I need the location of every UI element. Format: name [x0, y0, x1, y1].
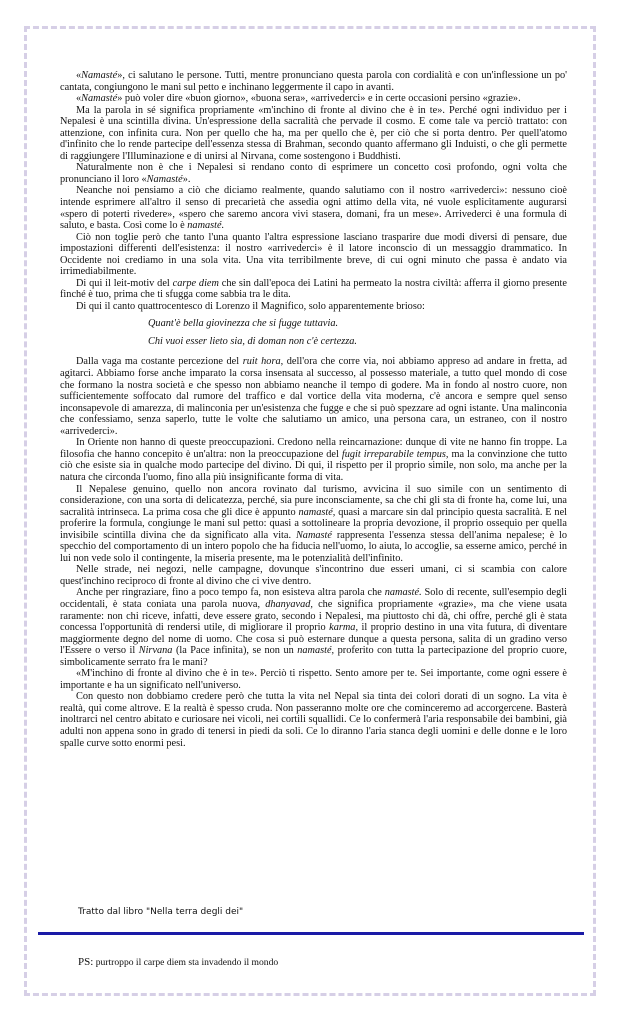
paragraph	[60, 232, 567, 278]
italic-term: Namasté	[146, 173, 183, 185]
text-run: Di qui il canto quattrocentesco di Lorenzo il Magnifico, solo apparentemente brioso:	[76, 300, 425, 312]
text-run: Il Nepalese genuino, quello non ancora rovinato dal turismo, avvicina il suo simile con un sentimento di considerazione, con una sorta di delicatezza, perché, sia pure inconsciamente, sa che chi gli sta di fronte ha, come lui, una sacralità intrinseca. La prima cosa che gli dice è appunto	[60, 483, 567, 518]
paragraph	[60, 70, 567, 93]
text-run: Anche per ringraziare, fino a poco tempo fa, non esisteva altra parola che	[76, 587, 385, 599]
italic-term: Namasté	[295, 529, 332, 541]
text-run: Dalla vaga ma costante percezione del	[76, 356, 243, 368]
text-run: che significa propriamente «grazie», ma che viene usata raramente: non chi riceve, infatti, deve essere grato, secondo i Nepalesi, ma piuttosto chi dà, chi offre, perché gli è stata concessa l'opportunità di rendersi utile, di migliorare il proprio	[60, 598, 568, 634]
quote-line: Chi vuoi esser lieto sia, di doman non c'è certezza.	[148, 336, 357, 348]
text-run: «	[76, 70, 82, 81]
text-run: » può voler dire «buon giorno», «buona sera», «arrivederci» e in certe occasioni persino «grazie».	[117, 93, 521, 105]
text-run: Nelle strade, nei negozi, nelle campagne, dovunque s'incontrino due esseri umani, ci si scambia con calore quest'inchino reciproco di fronte al divino che ci vive dentro.	[60, 564, 567, 587]
italic-term: dhanyavad,	[265, 598, 313, 610]
text-run: Ciò non toglie però che tanto l'una quanto l'altra espressione lasciano trasparire due modi diversi di pensare, due impostazioni differenti dell'esistenza: il nostro «arrivederci» è il latore inconscio di un messaggio drammatico. In Occidente noi crediamo in una sola vita. Una vita terribilmente breve, di cui ogni minuto che passa è andato via irrimediabilmente.	[60, 231, 567, 278]
quote-line: Quant'è bella giovinezza che si fugge tuttavia.	[148, 318, 339, 330]
paragraph	[60, 301, 567, 313]
paragraph	[60, 185, 567, 231]
text-run: «	[76, 93, 82, 105]
italic-term: karma,	[329, 622, 359, 634]
paragraph	[60, 587, 567, 668]
paragraph	[60, 484, 567, 565]
text-run: Naturalmente non è che i Nepalesi si rendano conto di esprimere un concetto così profondo, ogni volta che pronunciano il loro «	[60, 162, 567, 185]
text-run: proferito con tutta la partecipazione del proprio cuore, simbolicamente serrato fra le mani?	[60, 645, 567, 668]
divider-rule	[38, 932, 584, 935]
text-run: «M'inchino di fronte al divino che è in te». Perciò ti rispetto. Sento amore per te. Sei importante, come ogni essere è importante e ha un significato nell'universo.	[60, 668, 567, 691]
paragraph	[60, 278, 567, 301]
poem-quote	[60, 315, 567, 351]
paragraph	[60, 437, 567, 483]
paragraphs-after-quote	[60, 356, 567, 749]
paragraph	[60, 668, 567, 691]
paragraph	[60, 564, 567, 587]
italic-term: Namasté	[81, 93, 118, 105]
text-run: il proprio destino in una vita futura, di diventare maggiormente degno del nome di uomo. Che cosa si può esternare dunque a questa persona, salita di un gradino verso l'Essere o verso il	[60, 622, 567, 657]
text-run: In Oriente non hanno di queste preoccupazioni. Credono nella reincarnazione: dunque di vite ne hanno fin troppe. La filosofia che hanno concepito è un'altra: non la preoccupazione del	[60, 437, 567, 460]
italic-term: namasté.	[187, 220, 225, 232]
text-run: che sin dall'epoca dei Latini ha permeato la nostra civiltà: afferra il giorno presente finché è tuo, prima che ti sfugga come sabbia tra le dita.	[60, 277, 567, 301]
ps-text: purtroppo il carpe diem sta invadendo il mondo	[93, 957, 279, 968]
italic-term: fugit irreparabile tempus,	[341, 448, 449, 460]
text-run: ma la convinzione che tutto ciò che esiste sia in qualche modo partecipe del divino. Di qui, il rispetto per il proprio simile, non solo, ma anche per la natura che circonda l'uomo, fino alla più insignificante forma di vita.	[60, 448, 568, 483]
ps-label: PS:	[78, 956, 94, 968]
italic-term: namasté.	[384, 587, 422, 599]
book-source: Tratto dal libro "Nella terra degli dei"	[78, 907, 244, 917]
text-run: », ci salutano le persone. Tutti, mentre pronunciano questa parola con cordialità e con un'inflessione un po' cantata, congiungono le mani sul petto e inchinano leggermente il capo in avanti.	[60, 70, 567, 93]
paragraph	[60, 105, 567, 163]
paragraph	[60, 356, 567, 437]
text-run: Con questo non dobbiamo credere però che tutta la vita nel Nepal sia tinta dei colori dorati di un sogno. La vita è realtà, qui come altrove. E la realtà è spesso cruda. Non passeranno molte ore che cominceremo ad accorgercene. Basterà inoltrarci nel centro abitato e curiosare nei vicoli, nei cortili squallidi. Ce lo confermerà l'aria responsabile dei bambini, già adulti non appena sono in grado di tenersi in piedi da soli. Ce lo diranno l'aria stanca degli uomini e delle donne e le loro spalle curve sotto enormi pesi.	[60, 691, 567, 749]
text-run: ».	[182, 173, 191, 185]
italic-term: ruit hora,	[242, 356, 284, 368]
paragraph	[60, 93, 567, 105]
text-run: quasi a marcare sin dal principio questa sacralità. E nel proferire la formula, congiunge le mani sul petto: quasi a sottolineare la propria devozione, il proprio ossequio per quella invisibile scintilla divina che da significato alla vita.	[60, 506, 568, 541]
postscript	[78, 956, 278, 968]
italic-term: namasté,	[297, 645, 335, 657]
italic-term: namasté,	[298, 506, 336, 518]
paragraph	[60, 691, 567, 749]
text-run: (la Pace infinita), se non un	[172, 645, 298, 657]
paragraph	[60, 162, 567, 185]
article-body	[60, 70, 567, 749]
text-run: Di qui il leit-motiv del	[76, 277, 173, 289]
text-run: Neanche noi pensiamo a ciò che diciamo realmente, quando salutiamo con il nostro «arrivederci»: nessuno cioè intende esprimere all'altro il senso di precarietà che assedia ogni attimo della vita, né vuole esplicitamente augurarsi «spero di poterti rivedere», «spero che saremo ancora vivi stasera, domani, fra un mese». Arrivederci è una formula di saluto, e basta. Così come lo è	[60, 185, 567, 232]
text-run: Solo di recente, sull'esempio degli occidentali, è stata coniata una parola nuova,	[60, 587, 567, 610]
italic-term: carpe diem	[172, 277, 219, 289]
paragraphs-before-quote	[60, 70, 567, 312]
text-run: dell'ora che corre via, noi abbiamo appreso ad andare in fretta, ad agitarci. Abbiamo forse anche imparato la corsa insensata al successo, al possesso materiale, a tutto quel mondo di cose che formano la nostra società e che spesso non abbiamo neanche il tempo di godere. Ma in fondo al nostro cuore, non sufficientemente soffocato dal rumore del traffico e dal vortice della vita moderna, c'è ancora e sempre quel senso inconsapevole di amarezza, di malinconia per un'esistenza che fugge e che si può spezzare ad ogni istante. Una malinconia che confessiamo, senza saperlo, tutte le volte che salutiamo un amico, una persona cara, un estraneo, con il nostro «arrivederci».	[60, 356, 567, 437]
italic-term: Nirvana	[138, 645, 173, 657]
italic-term: Namasté	[81, 70, 118, 81]
text-run: Ma la parola in sé significa propriamente «m'inchino di fronte al divino che è in te». Perché ogni individuo per i Nepalesi è una scintilla divina. Un'espressione della sacralità che pervade il cosmo. E come tale va perciò trattato: con attenzione, con infinita cura. Non per quello che ha, ma per quello che è, per ciò che si porta dentro. Per quell'atomo d'infinito che lo rende partecipe dell'essenza stessa di Brahman, secondo quanto affermano gli Induisti, o che gli permette di raggiungere l'Illuminazione e di unirsi al Nirvana, come sostengono i Buddhisti.	[60, 104, 567, 162]
text-run: rappresenta l'essenza stessa dell'anima nepalese; è lo specchio del comportamento di un intero popolo che ha fiducia nell'uomo, lo aiuta, lo accoglie, sa esserne amico, perché in lui non vede solo il contingente, la miseria presente, ma le potenzialità dell'infinito.	[60, 529, 568, 564]
